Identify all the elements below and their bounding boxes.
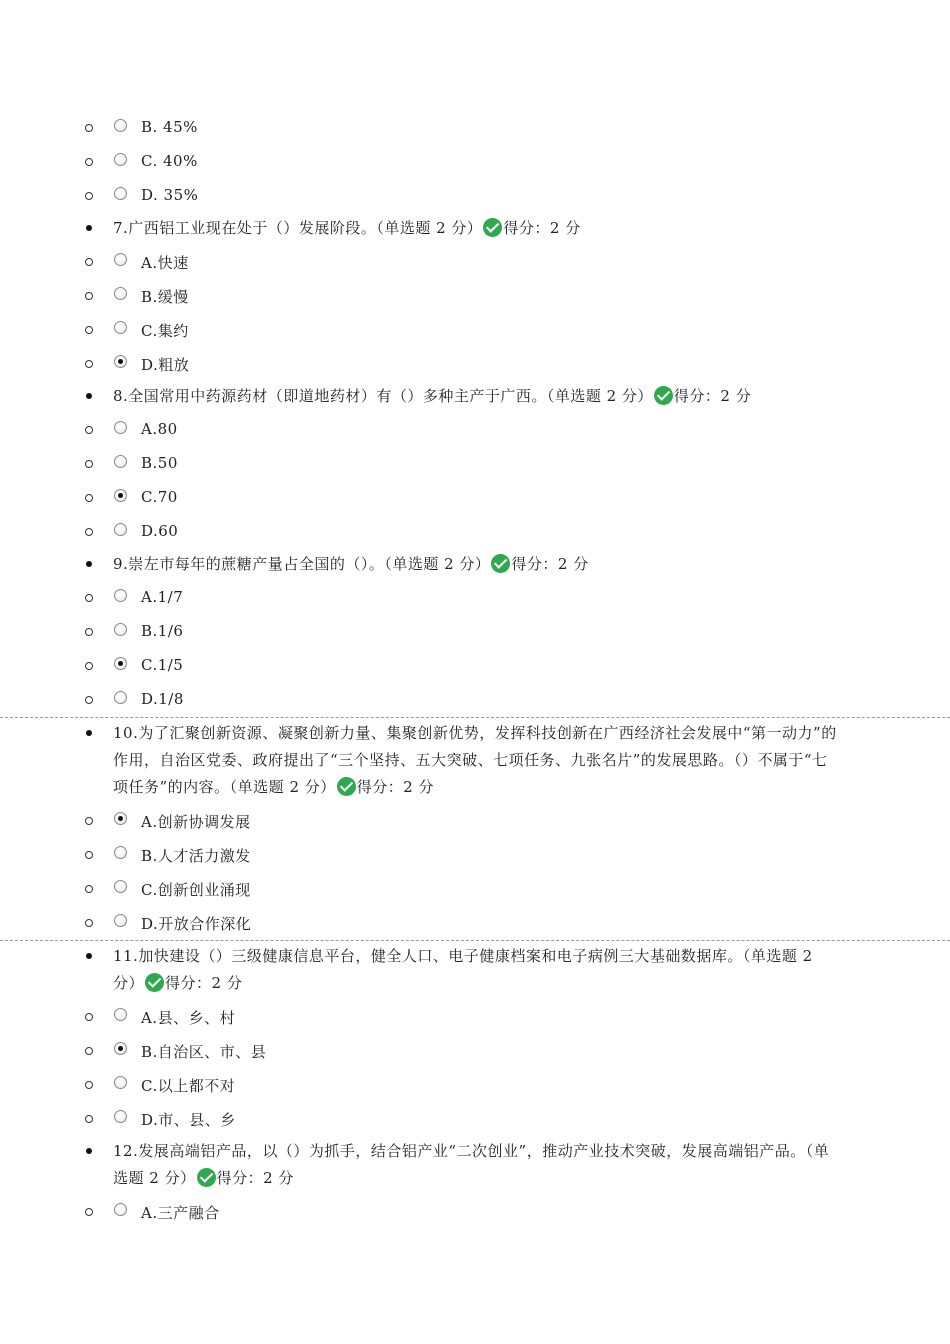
radio-selected-icon[interactable] [114, 355, 127, 368]
list-bullet-circle-icon [85, 460, 93, 468]
radio-unselected-icon[interactable] [114, 287, 127, 300]
list-bullet-circle-icon [85, 851, 93, 859]
list-bullet-circle-icon [85, 662, 93, 670]
option-label: A.快速 [141, 254, 189, 272]
radio-unselected-icon[interactable] [114, 880, 127, 893]
list-bullet-circle-icon [85, 1047, 93, 1055]
list-bullet-icon [86, 730, 92, 736]
radio-unselected-icon[interactable] [114, 455, 127, 468]
question-text-block [113, 549, 841, 581]
answer-option[interactable] [0, 179, 950, 213]
question-text-block [113, 1136, 841, 1195]
radio-unselected-icon[interactable] [114, 589, 127, 602]
radio-unselected-icon[interactable] [114, 523, 127, 536]
answer-option[interactable] [0, 245, 950, 279]
option-label: A.1/7 [141, 588, 184, 606]
answer-option[interactable] [0, 347, 950, 381]
list-bullet-circle-icon [85, 594, 93, 602]
answer-option[interactable] [0, 413, 950, 447]
answer-option[interactable] [0, 313, 950, 347]
correct-check-icon [337, 777, 356, 796]
list-bullet-circle-icon [85, 817, 93, 825]
score-label: 得分：2 分 [673, 387, 752, 405]
radio-unselected-icon[interactable] [114, 119, 127, 132]
list-bullet-circle-icon [85, 1115, 93, 1123]
answer-option[interactable] [0, 111, 950, 145]
answer-option[interactable] [0, 1034, 950, 1068]
list-bullet-circle-icon [85, 292, 93, 300]
radio-unselected-icon[interactable] [114, 1008, 127, 1021]
list-bullet-circle-icon [85, 696, 93, 704]
question-item [0, 717, 950, 804]
radio-unselected-icon[interactable] [114, 623, 127, 636]
option-label: B.缓慢 [141, 288, 189, 306]
answer-option[interactable] [0, 581, 950, 615]
radio-unselected-icon[interactable] [114, 253, 127, 266]
score-label: 得分：2 分 [503, 219, 581, 237]
option-label: B.人才活力激发 [141, 847, 251, 865]
list-bullet-icon [86, 393, 92, 399]
list-bullet-icon [86, 225, 92, 231]
radio-unselected-icon[interactable] [114, 1203, 127, 1216]
list-bullet-circle-icon [85, 1013, 93, 1021]
option-label: C.以上都不对 [141, 1077, 236, 1095]
list-bullet-circle-icon [85, 528, 93, 536]
list-bullet-circle-icon [85, 426, 93, 434]
radio-unselected-icon[interactable] [114, 846, 127, 859]
question-text: 9.崇左市每年的蔗糖产量占全国的（）。（单选题 2 分） [113, 555, 491, 573]
radio-unselected-icon[interactable] [114, 153, 127, 166]
option-label: B.50 [141, 454, 178, 472]
list-bullet-circle-icon [85, 1081, 93, 1089]
option-label: A.创新协调发展 [141, 813, 251, 831]
answer-option[interactable] [0, 515, 950, 549]
correct-check-icon [483, 218, 502, 237]
option-label: B.自治区、市、县 [141, 1043, 267, 1061]
score-label: 得分：2 分 [511, 555, 589, 573]
list-bullet-circle-icon [85, 124, 93, 132]
list-bullet-circle-icon [85, 258, 93, 266]
radio-selected-icon[interactable] [114, 1042, 127, 1055]
question-item [0, 940, 950, 1000]
list-bullet-icon [86, 1148, 92, 1154]
question-text-block [113, 381, 841, 413]
radio-selected-icon[interactable] [114, 489, 127, 502]
list-bullet-circle-icon [85, 1208, 93, 1216]
answer-option[interactable] [0, 804, 950, 838]
list-bullet-circle-icon [85, 494, 93, 502]
list-bullet-circle-icon [85, 885, 93, 893]
option-label: D.1/8 [141, 690, 184, 708]
option-label: D.粗放 [141, 356, 190, 374]
question-item [0, 213, 950, 245]
answer-option[interactable] [0, 615, 950, 649]
question-text-block [113, 941, 841, 1000]
answer-option[interactable] [0, 1102, 950, 1136]
list-bullet-circle-icon [85, 326, 93, 334]
option-label: B. 45% [141, 118, 198, 136]
radio-unselected-icon[interactable] [114, 421, 127, 434]
answer-option[interactable] [0, 279, 950, 313]
radio-selected-icon[interactable] [114, 657, 127, 670]
radio-unselected-icon[interactable] [114, 187, 127, 200]
option-label: A.三产融合 [141, 1204, 220, 1222]
correct-check-icon [197, 1168, 216, 1187]
radio-unselected-icon[interactable] [114, 1110, 127, 1123]
answer-option[interactable] [0, 1068, 950, 1102]
answer-option[interactable] [0, 649, 950, 683]
option-label: D.市、县、乡 [141, 1111, 236, 1129]
answer-option[interactable] [0, 906, 950, 940]
answer-option[interactable] [0, 447, 950, 481]
question-text: 11.加快建设（）三级健康信息平台，健全人口、电子健康档案和电子病例三大基础数据库。（单选题 2 分） [113, 947, 813, 992]
score-label: 得分：2 分 [356, 778, 435, 796]
list-bullet-circle-icon [85, 360, 93, 368]
radio-unselected-icon[interactable] [114, 691, 127, 704]
radio-unselected-icon[interactable] [114, 914, 127, 927]
radio-unselected-icon[interactable] [114, 1076, 127, 1089]
quiz-results-page [0, 111, 950, 1229]
question-text: 10.为了汇聚创新资源、凝聚创新力量、集聚创新优势，发挥科技创新在广西经济社会发展中“第一动力”的作用，自治区党委、政府提出了“三个坚持、五大突破、七项任务、九张名片”的发展思路。（）不属于“七项任务”的内容。（单选题 2 分） [113, 724, 837, 796]
correct-check-icon [491, 554, 510, 573]
question-item [0, 549, 950, 581]
question-text-block [113, 718, 841, 804]
answer-option[interactable] [0, 683, 950, 717]
list-bullet-circle-icon [85, 628, 93, 636]
option-label: B.1/6 [141, 622, 184, 640]
answer-option[interactable] [0, 1000, 950, 1034]
option-label: A.县、乡、村 [141, 1009, 236, 1027]
answer-option[interactable] [0, 838, 950, 872]
option-label: C.70 [141, 488, 178, 506]
option-label: D.开放合作深化 [141, 915, 252, 933]
question-text: 7.广西铝工业现在处于（）发展阶段。（单选题 2 分） [113, 219, 483, 237]
answer-option[interactable] [0, 481, 950, 515]
score-label: 得分：2 分 [165, 974, 243, 992]
correct-check-icon [145, 973, 164, 992]
correct-check-icon [654, 386, 673, 405]
list-bullet-circle-icon [85, 919, 93, 927]
answer-option[interactable] [0, 1195, 950, 1229]
radio-selected-icon[interactable] [114, 812, 127, 825]
question-text: 12.发展高端铝产品，以（）为抓手，结合铝产业“二次创业”，推动产业技术突破，发展高端铝产品。（单选题 2 分） [113, 1142, 830, 1187]
list-bullet-circle-icon [85, 192, 93, 200]
option-label: A.80 [141, 420, 178, 438]
question-item [0, 381, 950, 413]
question-item [0, 1136, 950, 1195]
question-text-block [113, 213, 841, 245]
option-label: C.1/5 [141, 656, 184, 674]
list-bullet-icon [86, 953, 92, 959]
score-label: 得分：2 分 [216, 1169, 294, 1187]
option-label: D.60 [141, 522, 179, 540]
option-label: C.创新创业涌现 [141, 881, 251, 899]
answer-option[interactable] [0, 145, 950, 179]
answer-option[interactable] [0, 872, 950, 906]
question-text: 8.全国常用中药源药材（即道地药材）有（）多种主产于广西。（单选题 2 分） [113, 387, 653, 405]
list-bullet-circle-icon [85, 158, 93, 166]
radio-unselected-icon[interactable] [114, 321, 127, 334]
option-label: C.集约 [141, 322, 189, 340]
list-bullet-icon [86, 561, 92, 567]
option-label: C. 40% [141, 152, 198, 170]
option-label: D. 35% [141, 186, 199, 204]
